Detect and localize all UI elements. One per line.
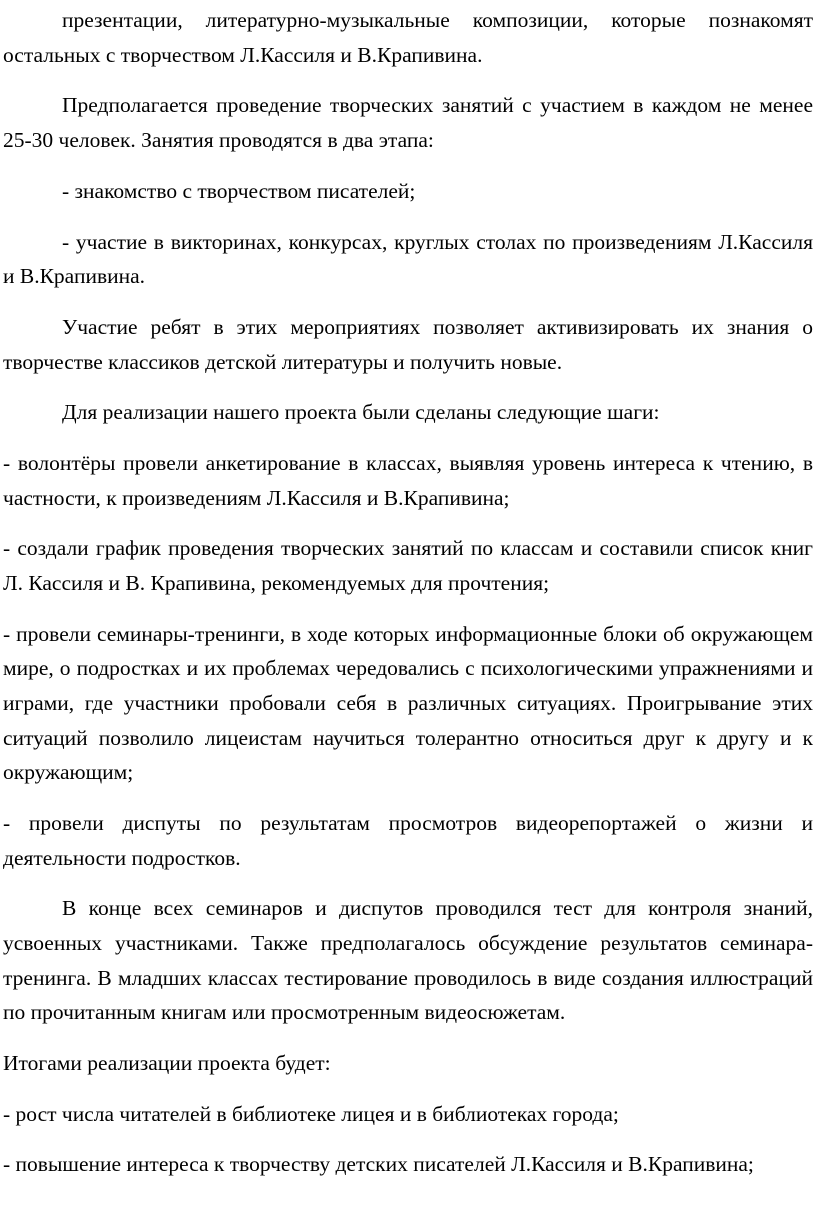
paragraph-stage-two: - участие в викторинах, конкурсах, круглых столах по произведениям Л.Кассиля и В.Крапивина. bbox=[3, 229, 813, 289]
paragraph-step-schedule: - создали график проведения творческих занятий по классам и составили список книг Л. Кассиля и В. Крапивина, рекомендуемых для прочтения; bbox=[3, 536, 813, 596]
paragraph-result-readers: - рост числа читателей в библиотеке лицея и в библиотеках города; bbox=[3, 1101, 619, 1126]
paragraph-step-survey: - волонтёры провели анкетирование в классах, выявляя уровень интереса к чтению, в частности, к произведениям Л.Кассиля и В.Крапивина; bbox=[3, 451, 813, 510]
paragraph-result-interest: - повышение интереса к творчеству детских писателей Л.Кассиля и В.Крапивина; bbox=[3, 1152, 754, 1177]
paragraph-step-debates: - провели диспуты по результатам просмотров видеорепортажей о жизни и деятельности подростков. bbox=[3, 810, 813, 870]
paragraph-stage-one: - знакомство с творчеством писателей; bbox=[62, 178, 416, 203]
paragraph-participation: Участие ребят в этих мероприятиях позволяет активизировать их знания о творчестве классиков детской литературы и получить новые. bbox=[3, 314, 813, 374]
paragraph-steps-intro: Для реализации нашего проекта были сделаны следующие шаги: bbox=[62, 400, 660, 425]
paragraph-creative-sessions: Предполагается проведение творческих занятий с участием в каждом не менее 25-30 человек. Занятия проводятся в два этапа: bbox=[3, 93, 813, 152]
paragraph-presentations-continuation: презентации, литературно-музыкальные композиции, которые познакомят остальных с творчеством Л.Кассиля и В.Крапивина. bbox=[3, 8, 813, 67]
paragraph-final-test: В конце всех семинаров и диспутов проводился тест для контроля знаний, усвоенных участниками. Также предполагалось обсуждение результатов семинара-тренинга. В младших классах тестирование проводилось в виде создания иллюстраций по прочитанным книгам или просмотренным видеосюжетам. bbox=[3, 896, 813, 1025]
paragraph-step-seminars: - провели семинары-тренинги, в ходе которых информационные блоки об окружающем мире, о подростках и их проблемах чередовались с психологическими упражнениями и играми, где участники пробовали себя в различных ситуациях. Проигрывание этих ситуаций позволило лицеистам научиться толерантно относиться друг к другу и к окружающим; bbox=[3, 621, 813, 785]
paragraph-results-intro: Итогами реализации проекта будет: bbox=[3, 1050, 331, 1075]
